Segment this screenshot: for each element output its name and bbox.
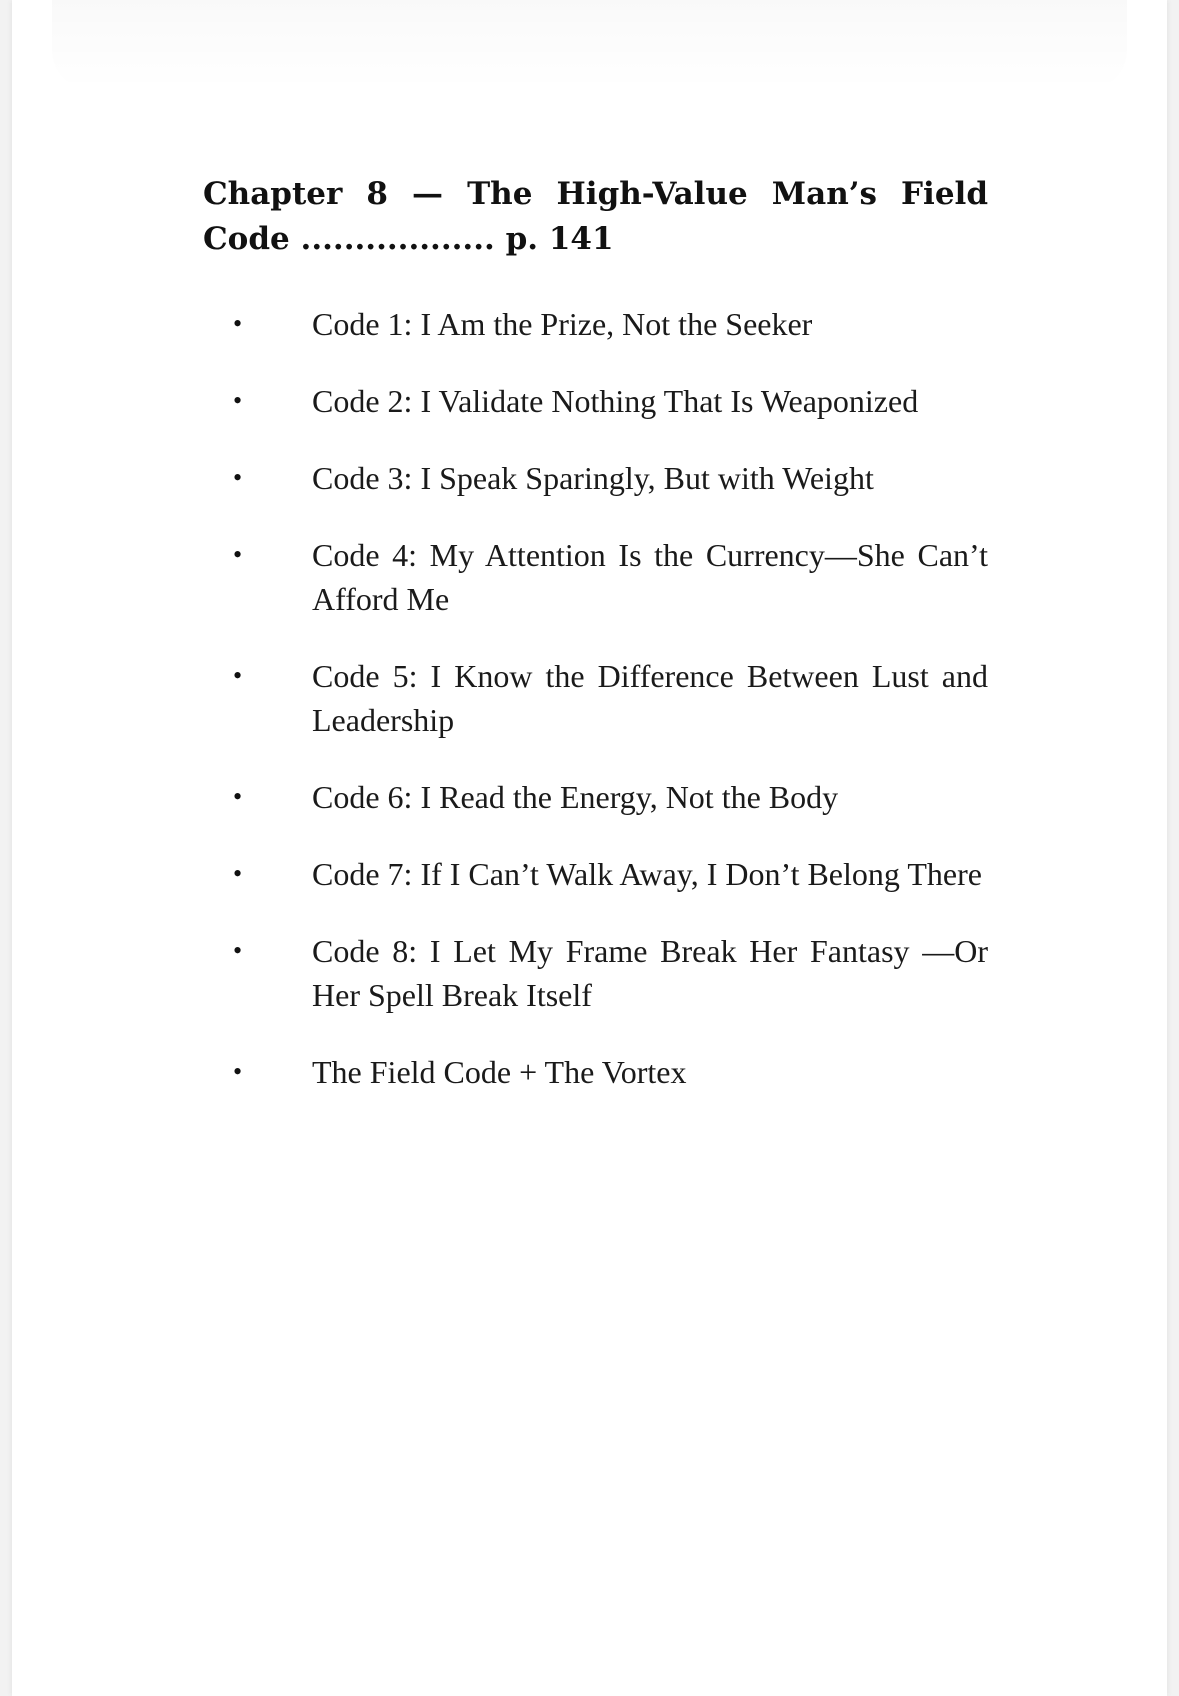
bullet-icon: • <box>233 386 243 415</box>
toc-item-text: Code 7: If I Can’t Walk Away, I Don’t Belong There <box>312 856 982 892</box>
toc-item-text: The Field Code + The Vortex <box>312 1054 687 1090</box>
toc-item-text: Code 3: I Speak Sparingly, But with Weight <box>312 460 874 496</box>
bullet-icon: • <box>233 309 243 338</box>
chapter-heading-line2: Code .................. p. 141 <box>203 221 614 257</box>
bullet-icon: • <box>233 782 243 811</box>
bullet-icon: • <box>233 936 243 965</box>
toc-list <box>203 302 988 1094</box>
chapter-heading <box>203 172 988 262</box>
toc-item <box>203 654 988 742</box>
bullet-icon: • <box>233 661 243 690</box>
toc-item <box>203 533 988 621</box>
toc-item <box>203 1050 988 1094</box>
toc-item <box>203 456 988 500</box>
page-top-shadow <box>52 0 1127 90</box>
toc-item <box>203 379 988 423</box>
document-page <box>12 0 1167 1696</box>
toc-content <box>203 172 988 1127</box>
toc-item-text: Code 1: I Am the Prize, Not the Seeker <box>312 306 813 342</box>
toc-item <box>203 302 988 346</box>
bullet-icon: • <box>233 540 243 569</box>
bullet-icon: • <box>233 463 243 492</box>
chapter-heading-line1: Chapter 8 — The High-Value Man’s Field <box>203 176 988 212</box>
toc-item-text: Code 5: I Know the Difference Between Lust and Leadership <box>312 658 988 738</box>
toc-item-text: Code 6: I Read the Energy, Not the Body <box>312 779 839 815</box>
toc-item-text: Code 8: I Let My Frame Break Her Fantasy —Or Her Spell Break Itself <box>312 933 988 1013</box>
bullet-icon: • <box>233 859 243 888</box>
toc-item <box>203 852 988 896</box>
toc-item-text: Code 4: My Attention Is the Currency—She Can’t Afford Me <box>312 537 988 617</box>
toc-item-text: Code 2: I Validate Nothing That Is Weaponized <box>312 383 919 419</box>
bullet-icon: • <box>233 1057 243 1086</box>
toc-item <box>203 929 988 1017</box>
toc-item <box>203 775 988 819</box>
